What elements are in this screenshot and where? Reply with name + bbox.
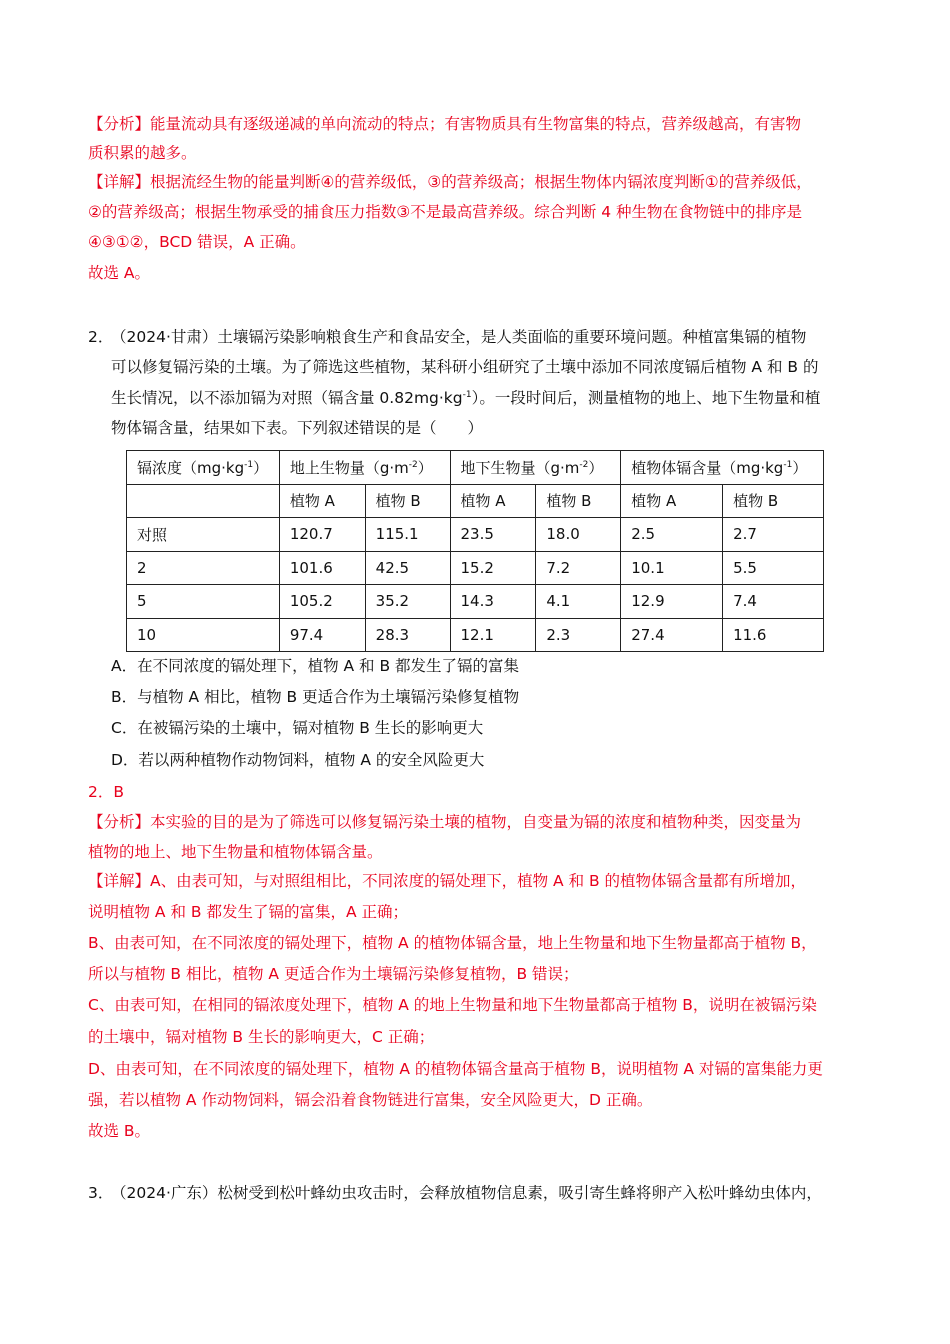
table-header-row xyxy=(127,451,824,485)
table-row xyxy=(127,585,824,619)
q1-analysis-line-1: 【分析】能量流动具有逐级递减的单向流动的特点；有害物质具有生物富集的特点，营养级越高，有害物 xyxy=(88,115,802,133)
table-cell: 27.4 xyxy=(621,618,723,652)
table-cell: 105.2 xyxy=(279,585,365,619)
table-cell: 120.7 xyxy=(279,518,365,552)
q2-detail-c-line-1: C、由表可知，在相同的镉浓度处理下，植物 A 的地上生物量和地下生物量都高于植物 B，说明在被镉污染 xyxy=(88,996,817,1014)
table-cell: 14.3 xyxy=(450,585,536,619)
table-row xyxy=(127,551,824,585)
q1-detail-line-3: ④③①②，BCD 错误，A 正确。 xyxy=(88,233,306,251)
q2-analysis-line-1: 【分析】本实验的目的是为了筛选可以修复镉污染土壤的植物，自变量为镉的浓度和植物种类，因变量为 xyxy=(88,813,802,831)
table-cell: 15.2 xyxy=(450,551,536,585)
table-cell: 2.3 xyxy=(536,618,621,652)
q2-detail-a-line-1: 【详解】A、由表可知，与对照组相比，不同浓度的镉处理下，植物 A 和 B 的植物体镉含量都有所增加， xyxy=(88,872,807,890)
table-cell: 18.0 xyxy=(536,518,621,552)
q1-analysis-line-2: 质积累的越多。 xyxy=(88,144,197,162)
superscript: -1 xyxy=(783,459,793,470)
header-text: 地下生物量（g·m xyxy=(460,458,580,477)
q2-stem-line-4: 物体镉含量，结果如下表。下列叙述错误的是（ ） xyxy=(111,419,484,437)
subheader-plant-b: 植物 B xyxy=(723,484,824,518)
table-cell: 10 xyxy=(127,618,280,652)
q2-stem-text: ）。一段时间后，测量植物的地上、地下生物量和植 xyxy=(471,389,821,407)
header-text: 地上生物量（g·m xyxy=(289,458,409,477)
table-cell: 11.6 xyxy=(723,618,824,652)
q2-stem-line-3 xyxy=(111,388,820,408)
q2-answer-key: 2．B xyxy=(88,783,124,801)
superscript: -1 xyxy=(462,390,472,400)
option-d: D．若以两种植物作动物饲料，植物 A 的安全风险更大 xyxy=(111,751,485,769)
header-text: ） xyxy=(417,458,433,477)
q2-number: 2． xyxy=(88,328,114,346)
table-cell xyxy=(127,484,280,518)
subheader-plant-b: 植物 B xyxy=(365,484,450,518)
table-cell: 23.5 xyxy=(450,518,536,552)
header-cell-below-ground xyxy=(450,451,621,485)
superscript: -1 xyxy=(244,459,254,470)
q2-analysis-line-2: 植物的地上、地下生物量和植物体镉含量。 xyxy=(88,843,383,861)
q3-stem-line-1: （2024·广东）松树受到松叶蜂幼虫攻击时，会释放植物信息素，吸引寄生蜂将卵产入松叶蜂幼虫体内， xyxy=(111,1184,822,1202)
header-text: ） xyxy=(253,458,269,477)
header-text: ） xyxy=(588,458,604,477)
table-cell: 2 xyxy=(127,551,280,585)
table-cell: 28.3 xyxy=(365,618,450,652)
superscript: -2 xyxy=(408,459,418,470)
q2-conclusion: 故选 B。 xyxy=(88,1122,151,1140)
q1-conclusion: 故选 A。 xyxy=(88,264,151,282)
table-cell: 115.1 xyxy=(365,518,450,552)
header-cell-above-ground xyxy=(279,451,450,485)
table-cell: 97.4 xyxy=(279,618,365,652)
cadmium-data-table xyxy=(126,450,824,652)
option-c: C．在被镉污染的土壤中，镉对植物 B 生长的影响更大 xyxy=(111,719,484,737)
q1-detail-line-2: ②的营养级高；根据生物承受的捕食压力指数③不是最高营养级。综合判断 4 种生物在食物链中的排序是 xyxy=(88,203,803,221)
table-row xyxy=(127,618,824,652)
header-text: 植物体镉含量（mg·kg xyxy=(631,458,784,477)
header-text: 镉浓度（mg·kg xyxy=(137,458,245,477)
subheader-plant-b: 植物 B xyxy=(536,484,621,518)
table-cell: 10.1 xyxy=(621,551,723,585)
table-subheader-row xyxy=(127,484,824,518)
table-cell: 5.5 xyxy=(723,551,824,585)
subheader-plant-a: 植物 A xyxy=(621,484,723,518)
subheader-plant-a: 植物 A xyxy=(450,484,536,518)
table-cell: 7.4 xyxy=(723,585,824,619)
q2-detail-b-line-1: B、由表可知，在不同浓度的镉处理下，植物 A 的植物体镉含量，地上生物量和地下生物量都高于植物 B， xyxy=(88,934,817,952)
header-text: ） xyxy=(792,458,808,477)
table-cell: 101.6 xyxy=(279,551,365,585)
table-cell: 4.1 xyxy=(536,585,621,619)
header-cell-cd-content xyxy=(621,451,824,485)
table-cell: 对照 xyxy=(127,518,280,552)
table-row xyxy=(127,518,824,552)
header-cell-concentration xyxy=(127,451,280,485)
q2-detail-c-line-2: 的土壤中，镉对植物 B 生长的影响更大，C 正确； xyxy=(88,1028,435,1046)
table-cell: 7.2 xyxy=(536,551,621,585)
q3-number: 3． xyxy=(88,1184,114,1202)
superscript: -2 xyxy=(579,459,589,470)
option-a: A．在不同浓度的镉处理下，植物 A 和 B 都发生了镉的富集 xyxy=(111,657,520,675)
table-cell: 2.7 xyxy=(723,518,824,552)
q2-detail-d-line-2: 强，若以植物 A 作动物饲料，镉会沿着食物链进行富集，安全风险更大，D 正确。 xyxy=(88,1091,653,1109)
q2-detail-b-line-2: 所以与植物 B 相比，植物 A 更适合作为土壤镉污染修复植物，B 错误； xyxy=(88,965,579,983)
table-cell: 12.1 xyxy=(450,618,536,652)
table-cell: 5 xyxy=(127,585,280,619)
table-cell: 12.9 xyxy=(621,585,723,619)
table-cell: 35.2 xyxy=(365,585,450,619)
q2-detail-d-line-1: D、由表可知，在不同浓度的镉处理下，植物 A 的植物体镉含量高于植物 B，说明植物 A 对镉的富集能力更 xyxy=(88,1060,823,1078)
q2-detail-a-line-2: 说明植物 A 和 B 都发生了镉的富集，A 正确； xyxy=(88,903,408,921)
q2-stem-text: 生长情况，以不添加镉为对照（镉含量 0.82mg·kg xyxy=(111,389,463,407)
q2-stem-line-1: （2024·甘肃）土壤镉污染影响粮食生产和食品安全，是人类面临的重要环境问题。种植富集镉的植物 xyxy=(111,328,807,346)
table-cell: 42.5 xyxy=(365,551,450,585)
q2-stem-line-2: 可以修复镉污染的土壤。为了筛选这些植物，某科研小组研究了土壤中添加不同浓度镉后植物 A 和 B 的 xyxy=(111,358,819,376)
option-b: B．与植物 A 相比，植物 B 更适合作为土壤镉污染修复植物 xyxy=(111,688,520,706)
table-cell: 2.5 xyxy=(621,518,723,552)
q1-detail-line-1: 【详解】根据流经生物的能量判断④的营养级低，③的营养级高；根据生物体内镉浓度判断①的营养级低， xyxy=(88,173,812,191)
subheader-plant-a: 植物 A xyxy=(279,484,365,518)
